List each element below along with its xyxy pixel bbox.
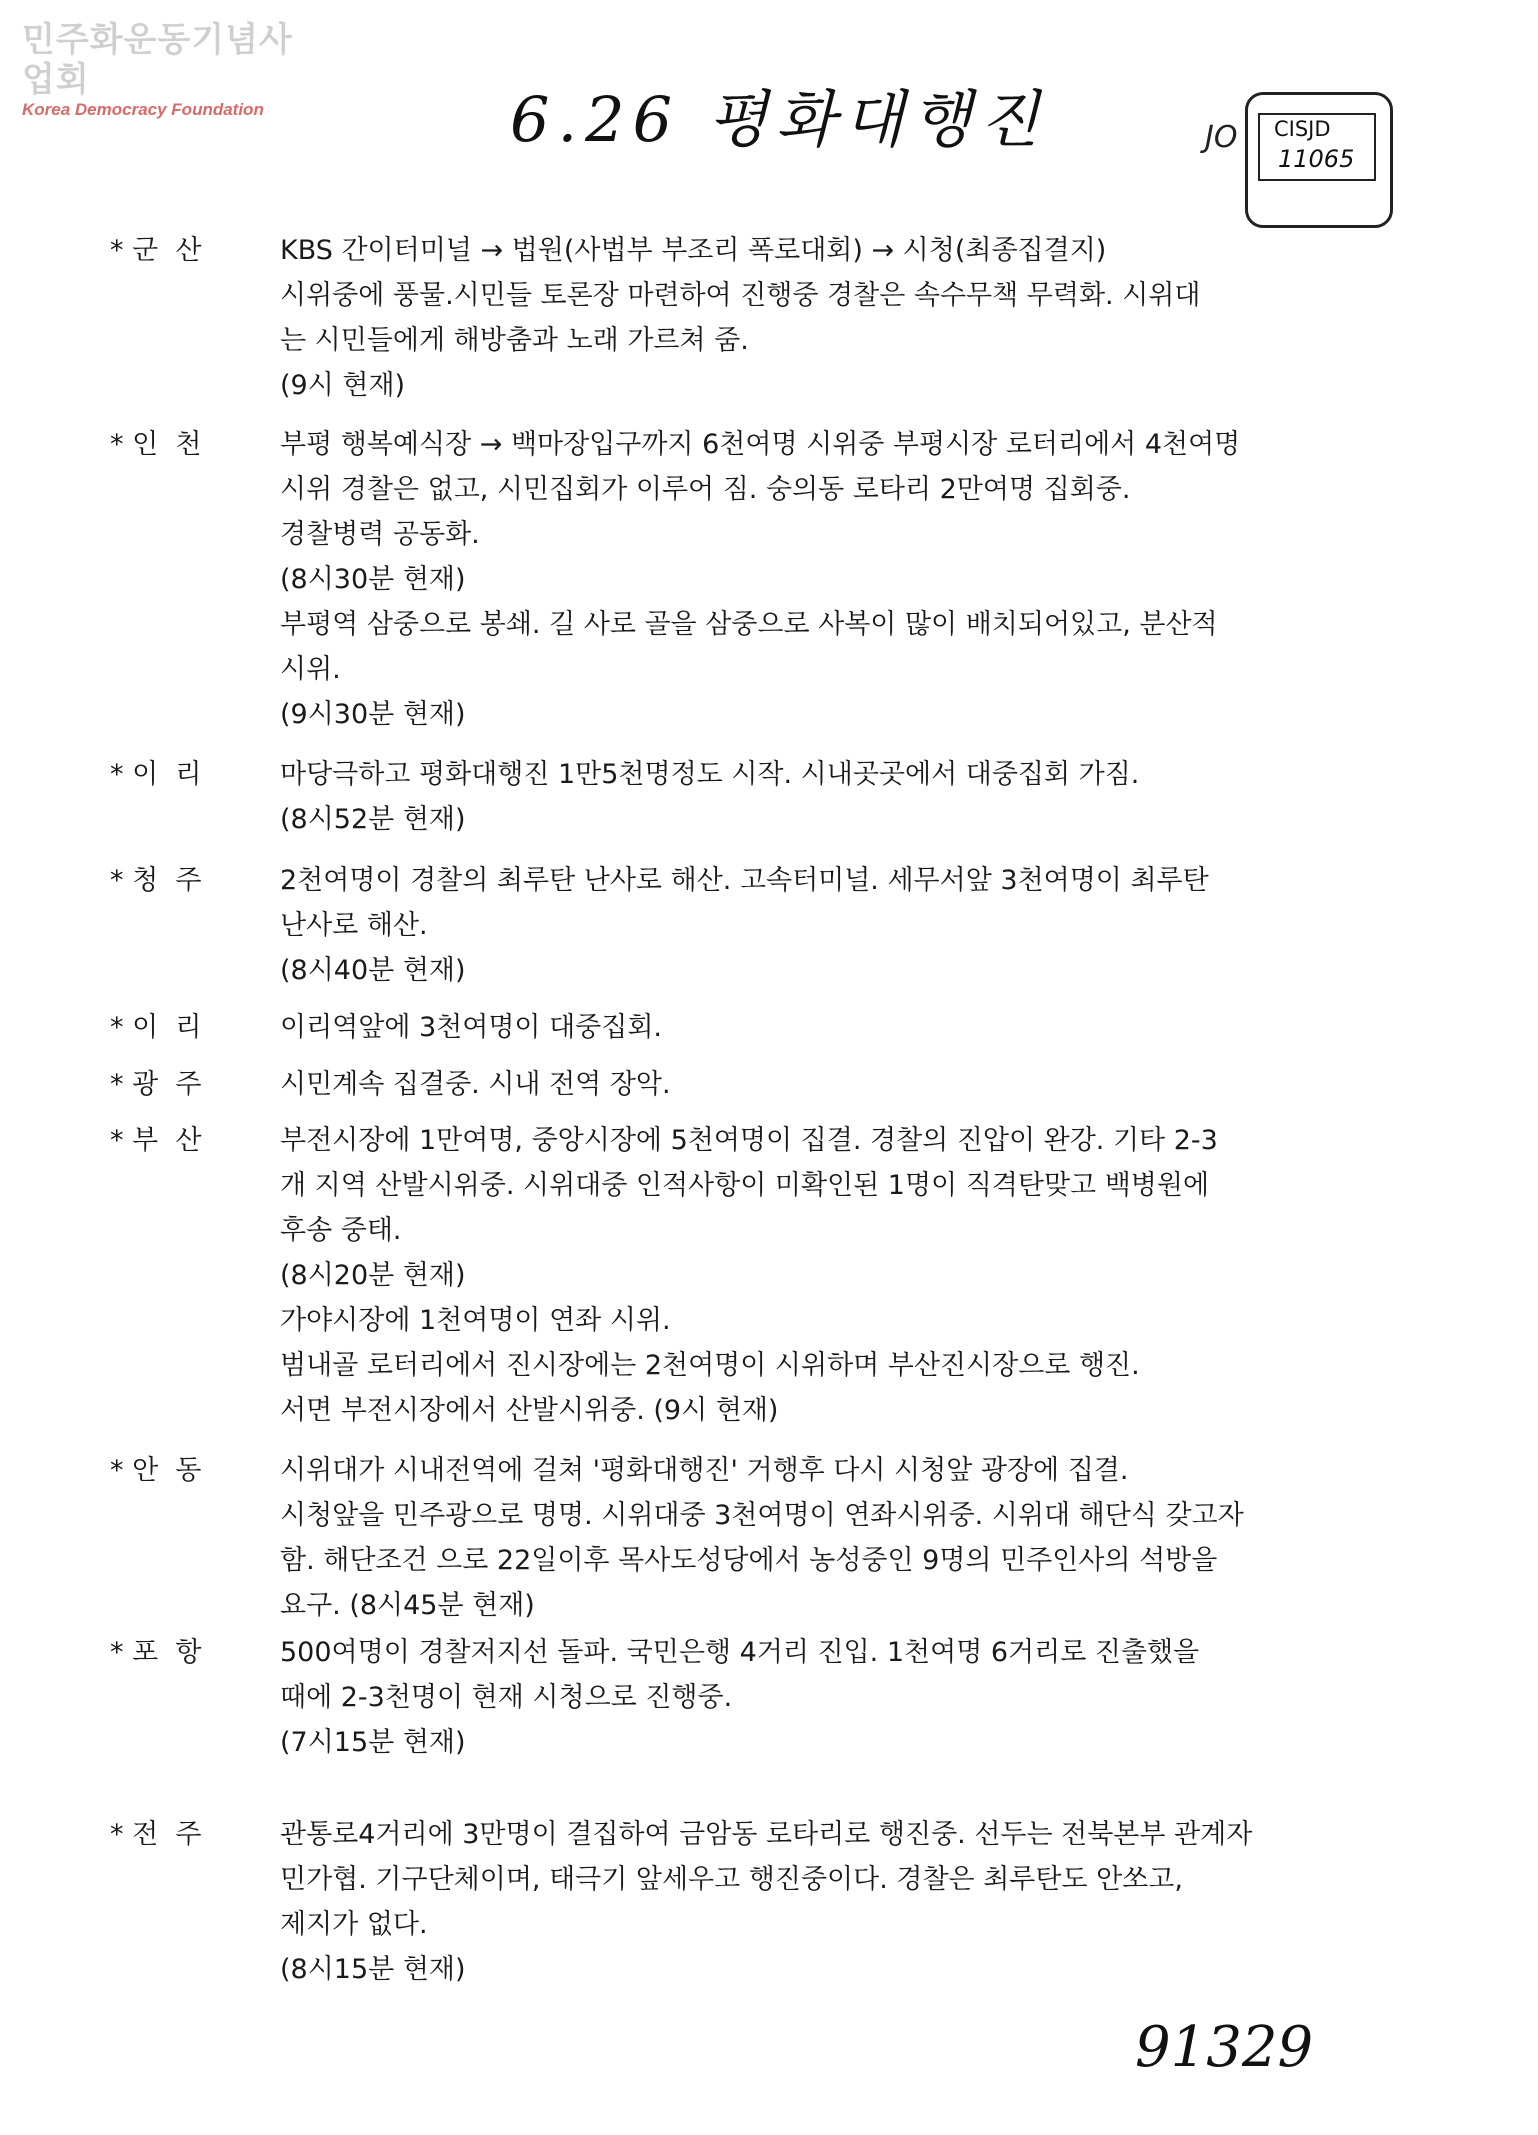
report-line: 제지가 없다. [280, 1909, 428, 1940]
report-line: (9시30분 현재) [280, 699, 466, 730]
city-label: * 부 산 [110, 1125, 202, 1156]
report-line: 부평 행복예식장 → 백마장입구까지 6천여명 시위중 부평시장 로터리에서 4천여명 [280, 429, 1241, 460]
report-line: 마당극하고 평화대행진 1만5천명정도 시작. 시내곳곳에서 대중집회 가짐. [280, 759, 1140, 790]
report-lines [280, 1118, 1460, 1433]
report-line: 개 지역 산발시위중. 시위대중 인적사항이 미확인된 1명이 직격탄맞고 백병원에 [280, 1170, 1210, 1201]
report-line: 시위. [280, 654, 341, 685]
report-lines [280, 228, 1460, 408]
city-label: * 이 리 [110, 759, 202, 790]
watermark-english: Korea Democracy Foundation [22, 100, 264, 119]
report-line: (8시20분 현재) [280, 1260, 466, 1291]
report-line: KBS 간이터미널 → 법원(사법부 부조리 폭로대회) → 시청(최종집결지) [280, 235, 1107, 266]
report-line: 시민계속 집결중. 시내 전역 장악. [280, 1069, 671, 1100]
city-label: * 광 주 [110, 1069, 202, 1100]
city-label: * 전 주 [110, 1819, 202, 1850]
report-lines [280, 858, 1460, 993]
report-line: 함. 해단조건 으로 22일이후 목사도성당에서 농성중인 9명의 민주인사의 석방을 [280, 1545, 1218, 1576]
archive-stamp [1245, 92, 1393, 228]
report-line: 가야시장에 1천여명이 연좌 시위. [280, 1305, 671, 1336]
report-line: 시위 경찰은 없고, 시민집회가 이루어 짐. 숭의동 로타리 2만여명 집회중. [280, 474, 1131, 505]
report-line: (8시52분 현재) [280, 804, 466, 835]
city-label: * 군 산 [110, 235, 202, 266]
report-line: 난사로 해산. [280, 910, 428, 941]
city-label: * 포 항 [110, 1637, 202, 1668]
report-line: 시위대가 시내전역에 걸쳐 '평화대행진' 거행후 다시 시청앞 광장에 집결. [280, 1455, 1129, 1486]
city-label: * 청 주 [110, 865, 202, 896]
report-line: 부전시장에 1만여명, 중앙시장에 5천여명이 집결. 경찰의 진압이 완강. 기타 2-3 [280, 1125, 1218, 1156]
report-line: 민가협. 기구단체이며, 태극기 앞세우고 행진중이다. 경찰은 최루탄도 안쏘고, [280, 1864, 1183, 1895]
report-line: 요구. (8시45분 현재) [280, 1590, 535, 1621]
report-line: 시청앞을 민주광으로 명명. 시위대중 3천여명이 연좌시위중. 시위대 해단식 갖고자 [280, 1500, 1244, 1531]
page-number: 91329 [1135, 2015, 1314, 2080]
report-lines [280, 1630, 1460, 1765]
report-line: 는 시민들에게 해방춤과 노래 가르쳐 줌. [280, 325, 749, 356]
report-line: 500여명이 경찰저지선 돌파. 국민은행 4거리 진입. 1천여명 6거리로 진출했을 [280, 1637, 1200, 1668]
report-line: 이리역앞에 3천여명이 대중집회. [280, 1012, 662, 1043]
report-line: 시위중에 풍물.시민들 토론장 마련하여 진행중 경찰은 속수무책 무력화. 시위대 [280, 280, 1201, 311]
report-line: (7시15분 현재) [280, 1727, 466, 1758]
report-lines [280, 1812, 1460, 1992]
stamp-number: 11065 [1278, 145, 1355, 173]
report-line: (8시40분 현재) [280, 955, 466, 986]
document-title: 6.26 평화대행진 [510, 83, 1048, 156]
report-line: 2천여명이 경찰의 최루탄 난사로 해산. 고속터미널. 세무서앞 3천여명이 최루탄 [280, 865, 1209, 896]
watermark-logo [22, 20, 322, 120]
report-line: 경찰병력 공동화. [280, 519, 480, 550]
handwritten-mark: JO [1205, 120, 1238, 155]
report-line: 때에 2-3천명이 현재 시청으로 진행중. [280, 1682, 733, 1713]
report-line: (8시30분 현재) [280, 564, 466, 595]
report-lines [280, 752, 1460, 842]
report-lines [280, 1062, 1460, 1107]
report-line: 관통로4거리에 3만명이 결집하여 금암동 로타리로 행진중. 선두는 전북본부 관계자 [280, 1819, 1253, 1850]
city-label: * 안 동 [110, 1455, 202, 1486]
stamp-code: CISJD [1274, 117, 1331, 141]
report-line: 부평역 삼중으로 봉쇄. 길 사로 골을 삼중으로 사복이 많이 배치되어있고, 분산적 [280, 609, 1218, 640]
report-line: 범내골 로터리에서 진시장에는 2천여명이 시위하며 부산진시장으로 행진. [280, 1350, 1140, 1381]
report-line: (8시15분 현재) [280, 1954, 466, 1985]
watermark-korean: 민주화운동기념사업회 [22, 20, 293, 100]
city-label: * 이 리 [110, 1012, 202, 1043]
report-line: 서면 부전시장에서 산발시위중. (9시 현재) [280, 1395, 779, 1426]
report-line: (9시 현재) [280, 370, 406, 401]
report-lines [280, 1005, 1460, 1050]
city-label: * 인 천 [110, 429, 202, 460]
report-lines [280, 422, 1460, 737]
report-line: 후송 중태. [280, 1215, 402, 1246]
report-lines [280, 1448, 1460, 1628]
